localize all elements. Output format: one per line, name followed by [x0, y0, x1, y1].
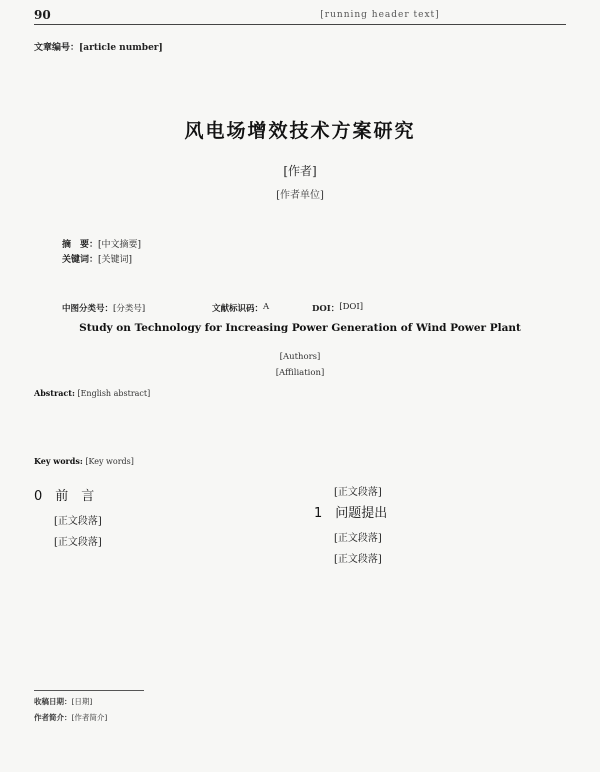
section-heading-problem: 1 问题提出 [314, 506, 388, 521]
keywords-cn-text: [关键词] [98, 255, 133, 265]
keywords-en-label: Key words: [34, 456, 83, 466]
paper-title-cn: 风电场增效技术方案研究 [184, 120, 416, 142]
abstract-cn-label: 摘 要： [62, 240, 99, 250]
abstract-cn-text: [中文摘要] [98, 240, 142, 250]
document-code [212, 302, 270, 314]
affiliation-en: [Affiliation] [275, 368, 325, 378]
authors-en: [Authors] [279, 352, 321, 362]
abstract-en-label: Abstract: [34, 388, 75, 398]
body-paragraph: [正文段落] [54, 516, 102, 527]
body-column-right [314, 484, 566, 572]
keywords-cn [62, 253, 538, 268]
body-paragraph: [正文段落] [334, 533, 382, 544]
clc-value: [分类号] [113, 304, 146, 314]
doi-label: DOI： [312, 304, 340, 314]
doi [312, 302, 364, 314]
body-paragraph: [正文段落] [334, 487, 382, 498]
author-bio-label: 作者简介： [34, 713, 72, 722]
received-label: 收稿日期： [34, 697, 72, 706]
page-number: 90 [34, 8, 51, 22]
footnote-divider [34, 690, 144, 691]
footnote-author [34, 712, 286, 724]
article-number-value: [article number] [79, 43, 163, 53]
footnote-received [34, 696, 286, 708]
running-header-title: [running header text] [320, 10, 440, 20]
keywords-cn-label: 关键词： [62, 255, 99, 265]
doi-value: [DOI] [339, 302, 364, 312]
body-column-left [34, 484, 286, 555]
affiliation-cn: [作者单位] [276, 190, 324, 201]
doc-code-label: 文献标识码： [212, 304, 264, 314]
keywords-en [34, 456, 566, 466]
clc-number [62, 302, 146, 314]
section-heading-introduction: 0 前 言 [34, 489, 95, 504]
paper-title-en: Study on Technology for Increasing Power Generation of Wind Power Plant [79, 322, 521, 334]
keywords-en-text: [Key words] [85, 457, 134, 466]
article-number-label: 文章编号： [34, 43, 80, 53]
body-paragraph: [正文段落] [54, 537, 102, 548]
clc-label: 中图分类号： [62, 304, 114, 314]
authors-cn: [作者] [283, 164, 317, 178]
abstract-en [34, 386, 566, 401]
received-date: [日期] [71, 697, 93, 706]
doc-code-value: A [263, 302, 270, 312]
body-paragraph: [正文段落] [334, 554, 382, 565]
abstract-cn-block [62, 238, 538, 268]
abstract-cn [62, 238, 538, 253]
running-header [34, 6, 566, 25]
article-number [34, 40, 163, 53]
author-bio: [作者简介] [71, 713, 108, 722]
abstract-en-text: [English abstract] [77, 389, 151, 398]
